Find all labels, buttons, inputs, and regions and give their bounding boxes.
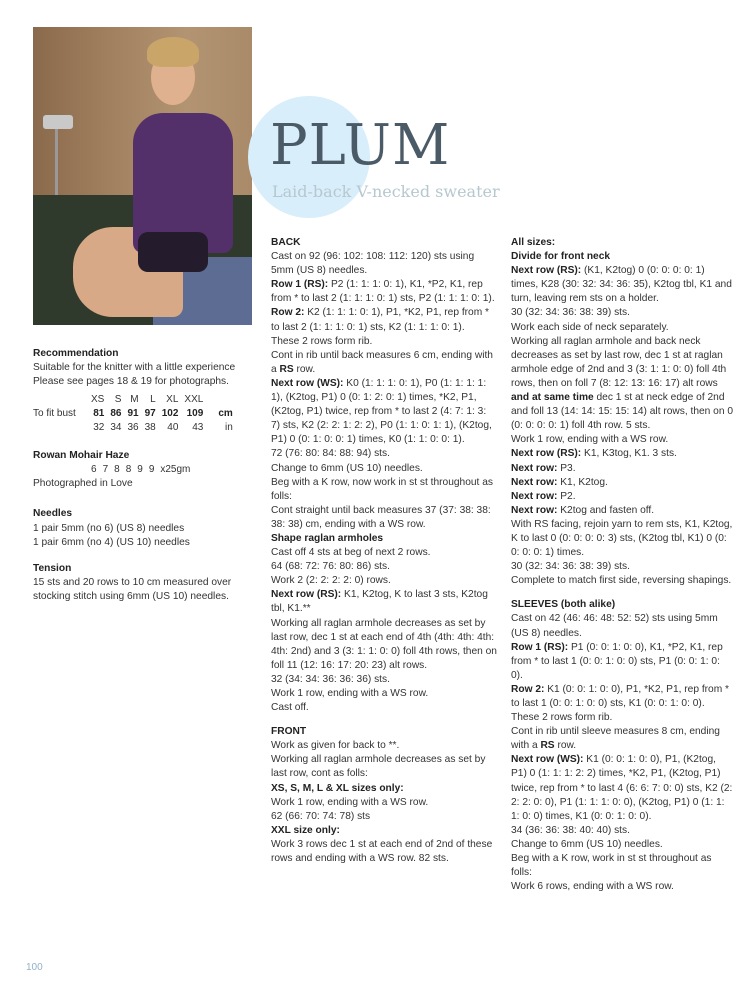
model-hair	[147, 37, 199, 67]
text-run: Cont in rib until back measures 6 cm, ending with a	[271, 349, 493, 375]
yarn-qty-cell: 8	[114, 464, 120, 476]
instruction-line: Complete to match first side, reversing shapings.	[511, 575, 732, 587]
sizes-header-row	[33, 393, 236, 407]
size-cell: S	[114, 394, 122, 406]
recommendation-text: Suitable for the knitter with a little experience Please see pages 18 & 19 for photographs.	[33, 362, 236, 388]
yarn-table	[33, 463, 193, 477]
tension-text: 15 sts and 20 rows to 10 cm measured over stocking stitch using 6mm (US 10) needles.	[33, 576, 232, 602]
bust-in-cell: 36	[127, 422, 139, 434]
size-cell: XS	[91, 394, 105, 406]
row-text: P1 (0: 0: 1: 0: 0), K1, *P2, K1, rep from * to last 1 (0: 0: 1: 0: 0) sts, P1 (0: 0: 1: 0: 0).	[511, 641, 723, 681]
instruction-line: Working all raglan armhole decreases as set by last row, dec 1 st at each end of 4th (4th: 4th: 4th: 4th: 2nd) and 3 (3: 1: 1: 0: 0) foll 4th rows, then on foll 11 (12: 16: 17: 20: 23) alt rows.	[271, 617, 497, 671]
instruction-line: Cont straight until back measures 37 (37: 38: 38: 38: 38) cm, ending with a WS row.	[271, 504, 491, 530]
text-run: Working all raglan armhole and back neck decreases as set by last row, dec 1 st at raglan armhole edge of 2nd and 3 (3: 1: 1: 0: 0) foll 4th rows, then on foll 7 (8: 12: 13: 16: 17) alt rows	[511, 335, 727, 389]
row-text: K1 (0: 0: 1: 0: 0), P1, (K2tog, P1) 0 (1: 1: 1: 2: 2) times, *K2, P1, (K2tog, P1) twice, rep from * to last 4 (6: 6: 7: 0: 0) sts, K2 (2: 2: 2: 0: 0), P1 (1: 1: 1: 0: 0), (K2tog, P1) 0 (1: 1: 1: 0: 0) times, K1 (0: 0: 1: 0: 0).	[511, 754, 733, 822]
size-subheading: XXL size only:	[271, 824, 340, 836]
instruction-line	[271, 278, 497, 306]
middle-column	[271, 236, 497, 866]
instruction-line: Work 2 (2: 2: 2: 2: 0) rows.	[271, 575, 391, 587]
row-text: K1, K2tog, K to last 3 sts, K2tog tbl, K1.**	[271, 589, 488, 615]
yarn-qty-cell: 9	[148, 464, 155, 476]
row-label: Row 2:	[271, 307, 305, 319]
text-run: Cont in rib until sleeve measures 8 cm, ending with a	[511, 726, 720, 752]
instruction-line: Work as given for back to **.	[271, 740, 400, 752]
size-cell: L	[150, 394, 156, 406]
bust-cm-cell: 97	[144, 408, 156, 420]
row-label: Next row:	[511, 462, 558, 474]
bust-in-cell: 43	[192, 422, 204, 434]
instruction-line	[511, 725, 733, 753]
instruction-line: 72 (76: 80: 84: 88: 94) sts.	[271, 448, 390, 460]
recommendation-heading: Recommendation	[33, 348, 119, 359]
instruction-line: 64 (68: 72: 76: 80: 86) sts.	[271, 561, 390, 573]
instruction-line	[271, 588, 497, 616]
instruction-line: Cast on 92 (96: 102: 108: 112: 120) sts using 5mm (US 8) needles.	[271, 251, 475, 277]
right-column	[511, 236, 733, 894]
instruction-line: With RS facing, rejoin yarn to rem sts, K1, K2tog, K to last 0 (0: 0: 0: 0: 3) sts, (K2tog tbl, K1) 0 (0: 0: 0: 0: 1) times.	[511, 518, 733, 559]
tension-heading: Tension	[33, 562, 72, 574]
row-text: K1, K2tog.	[557, 476, 608, 488]
page-title: PLUM	[270, 113, 451, 178]
bust-cm-cell: 86	[110, 408, 122, 420]
instruction-line: Work 6 rows, ending with a WS row.	[511, 881, 674, 893]
row-label: Next row (WS):	[271, 377, 344, 389]
instruction-line: These 2 rows form rib.	[511, 712, 613, 724]
yarn-qty-cell: 9	[137, 464, 143, 476]
instruction-line: Cast on 42 (46: 46: 48: 52: 52) sts using 5mm (US 8) needles.	[511, 613, 718, 639]
instruction-line	[511, 264, 733, 306]
text-run: row.	[554, 740, 577, 752]
page-number: 100	[26, 962, 43, 973]
text-run-bold: RS	[279, 363, 294, 375]
instruction-line	[271, 306, 497, 334]
instruction-line: Cast off.	[271, 702, 309, 714]
instruction-line: 62 (66: 70: 74: 78) sts	[271, 810, 371, 822]
instruction-line: Beg with a K row, work in st st throughout as folls:	[511, 853, 712, 879]
bust-in-cell: 32	[93, 422, 105, 434]
bust-in-cell: 34	[110, 422, 122, 434]
row-label: Row 1 (RS):	[271, 279, 329, 291]
row-text: P2 (1: 1: 1: 0: 1), K1, *P2, K1, rep from * to last 2 (1: 1: 1: 0: 1) sts, P2 (1: 1: 1: 0: 1).	[271, 279, 495, 305]
row-label: Next row (RS):	[511, 265, 582, 277]
text-run-bold: and at same time	[511, 392, 594, 404]
lamp-shade	[43, 115, 73, 129]
text-run: row.	[293, 363, 316, 375]
instruction-line	[511, 476, 733, 490]
instruction-line: Beg with a K row, now work in st st throughout as folls:	[271, 476, 493, 502]
instruction-line: Work 1 row, ending with a WS row.	[271, 796, 429, 808]
yarn-qty-cell: 6	[91, 464, 97, 476]
row-text: P2.	[557, 490, 576, 502]
row-label: Next row (RS):	[271, 589, 342, 601]
row-text: K2tog and fasten off.	[557, 504, 655, 516]
instruction-line	[511, 447, 733, 461]
instruction-line: These 2 rows form rib.	[271, 335, 373, 347]
instruction-line: 32 (34: 34: 36: 36: 36) sts.	[271, 673, 390, 685]
needles-heading: Needles	[33, 508, 73, 520]
sizes-table	[33, 393, 236, 435]
bust-in-unit: in	[224, 422, 233, 434]
lamp-pole	[55, 127, 58, 197]
instruction-line	[511, 490, 733, 504]
instruction-line	[271, 377, 497, 447]
instruction-line: 30 (32: 34: 36: 38: 39) sts.	[511, 307, 630, 319]
row-text: K2 (1: 1: 1: 0: 1), P1, *K2, P1, rep from * to last 2 (1: 1: 1: 0: 1) sts, K2 (1: 1: 1: 0: 1).	[271, 307, 489, 333]
row-label: Next row:	[511, 504, 558, 516]
row-label: Row 2:	[511, 683, 545, 695]
needles-line: 1 pair 6mm (no 4) (US 10) needles	[33, 536, 190, 548]
instruction-line	[511, 641, 733, 683]
row-label: Row 1 (RS):	[511, 641, 569, 653]
yarn-qty-row	[33, 463, 193, 477]
yarn-qty-cell: 8	[125, 464, 132, 476]
yarn-note: Photographed in Love	[33, 478, 133, 490]
text-run: dec 1 st at neck edge of 2nd and foll 13 (14: 14: 15: 15: 14) alt rows, then on 0 (0: 0: 0: 0: 1) foll 4th row. 5 sts.	[511, 392, 734, 432]
raglan-heading: Shape raglan armholes	[271, 532, 384, 544]
instruction-line: Work 1 row, ending with a WS row.	[271, 688, 429, 699]
size-cell: M	[130, 394, 139, 406]
front-heading: FRONT	[271, 726, 307, 738]
left-column	[33, 347, 258, 604]
size-subheading: XS, S, M, L & XL sizes only:	[271, 782, 404, 794]
yarn-unit: x25gm	[160, 464, 191, 476]
text-run-bold: RS	[540, 740, 555, 752]
instruction-line: 34 (36: 36: 38: 40: 40) sts.	[511, 824, 630, 836]
instruction-line: Cast off 4 sts at beg of next 2 rows.	[271, 547, 431, 559]
needles-line: 1 pair 5mm (no 6) (US 8) needles	[33, 522, 185, 534]
row-text: P3.	[557, 462, 576, 474]
bust-cm-cell: 81	[93, 408, 105, 420]
row-label: Next row:	[511, 476, 558, 488]
back-heading: BACK	[271, 237, 301, 248]
yarn-heading: Rowan Mohair Haze	[33, 450, 130, 462]
skirt	[138, 232, 208, 272]
bust-cm-row	[33, 407, 236, 421]
bust-cm-cell: 109	[186, 408, 204, 420]
row-label: Next row (RS):	[511, 448, 582, 460]
bust-cm-cell: 102	[161, 408, 179, 420]
row-text: (K1, K2tog) 0 (0: 0: 0: 0: 1) times, K28 (30: 32: 34: 36: 35), K2tog tbl, K1 and turn, leaving rem sts on a holder.	[511, 265, 732, 305]
bust-cm-unit: cm	[218, 408, 233, 420]
all-sizes-heading: All sizes:	[511, 237, 556, 248]
instruction-line: 30 (32: 34: 36: 38: 39) sts.	[511, 561, 630, 573]
sleeves-heading: SLEEVES (both alike)	[511, 599, 616, 611]
row-text: K1, K3tog, K1. 3 sts.	[581, 448, 677, 460]
row-label: Next row:	[511, 490, 558, 502]
instruction-line	[511, 335, 733, 434]
instruction-line: Work 3 rows dec 1 st at each end of 2nd of these rows and ending with a WS row. 82 sts.	[271, 838, 493, 865]
size-cell: XXL	[184, 394, 204, 406]
bust-in-cell: 40	[167, 422, 179, 434]
model-photo	[33, 27, 252, 325]
row-text: K1 (0: 0: 1: 0: 0), P1, *K2, P1, rep from * to last 1 (0: 0: 1: 0: 0) sts, K1 (0: 0: 1: 0: 0).	[511, 683, 729, 709]
row-text: K0 (1: 1: 1: 0: 1), P0 (1: 1: 1: 1: 1), (K2tog, P1) 0 (0: 1: 2: 0: 1) times, *K2, P1, (K2tog, P1) twice, rep from * to last 2 (4: 7: 1: 3: 7) sts, K2 (2: 2: 1: 2: 2), P0 (1: 1: 0: 1: 1), (K2tog, P1) 0 (0: 1: 0: 0: 1) times, K0 (1: 1: 0: 0: 1).	[271, 377, 492, 446]
row-label: Next row (WS):	[511, 754, 584, 766]
bust-cm-cell: 91	[127, 408, 139, 420]
yarn-qty-cell: 7	[102, 464, 109, 476]
instruction-line: Working all raglan armhole decreases as set by last row, cont as folls:	[271, 754, 486, 780]
instruction-line	[511, 753, 733, 823]
instruction-line	[511, 683, 733, 711]
instruction-line	[271, 349, 497, 377]
size-cell: XL	[166, 394, 179, 406]
bust-in-cell: 38	[144, 422, 156, 434]
instruction-line: Change to 6mm (US 10) needles.	[511, 838, 663, 850]
bust-in-row	[33, 421, 236, 435]
instruction-line: Work each side of neck separately.	[511, 321, 669, 333]
instruction-line: Work 1 row, ending with a WS row.	[511, 434, 669, 446]
bust-label: To fit bust	[33, 408, 76, 420]
divide-heading: Divide for front neck	[511, 251, 611, 263]
instruction-line: Change to 6mm (US 10) needles.	[271, 462, 423, 474]
instruction-line	[511, 504, 733, 518]
page-subtitle: Laid-back V-necked sweater	[272, 182, 500, 201]
instruction-line	[511, 462, 733, 476]
